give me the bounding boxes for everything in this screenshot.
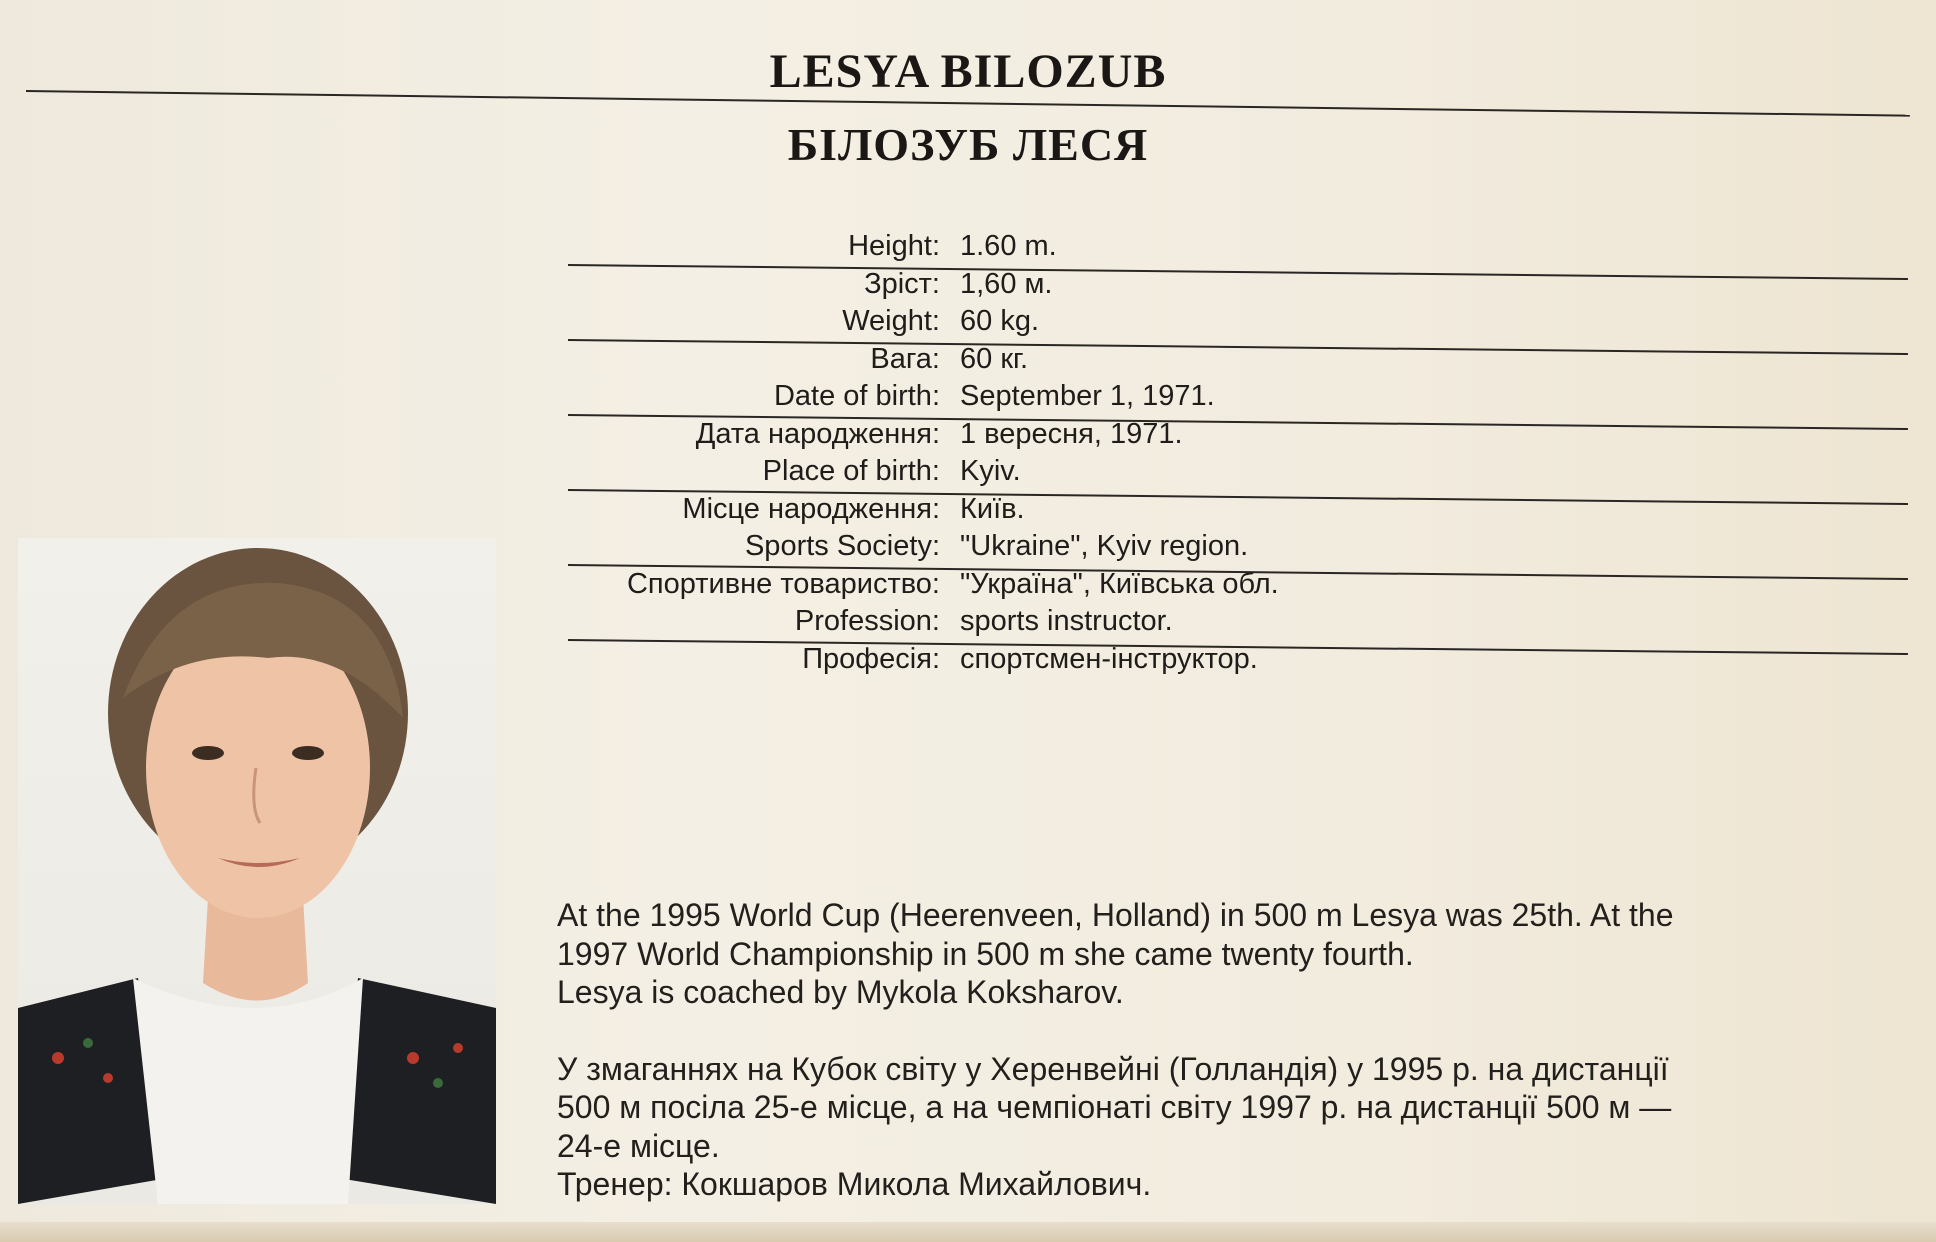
info-label: Profession: — [794, 605, 940, 637]
info-row-society-ua — [540, 566, 1910, 604]
bio-en-line: 1997 World Championship in 500 m she came twenty fourth. — [557, 935, 1414, 972]
info-label: Вага: — [870, 342, 940, 375]
info-row-weight-ua — [540, 341, 1910, 379]
biography — [557, 896, 1897, 1204]
bio-ua-line: У змаганнях на Кубок світу у Херенвейні (Голландія) у 1995 р. на дистанції — [557, 1050, 1669, 1087]
info-label: Зріст: — [864, 267, 940, 300]
athlete-name-en: LESYA BILOZUB — [769, 45, 1167, 98]
bio-en-line: At the 1995 World Cup (Heerenveen, Holland) in 500 m Lesya was 25th. At the — [557, 897, 1674, 933]
info-label: Date of birth: — [773, 380, 940, 412]
portrait-illustration — [18, 538, 496, 1204]
athlete-portrait-photo — [18, 538, 496, 1204]
athlete-name-ua: БІЛОЗУБ ЛЕСЯ — [787, 119, 1149, 170]
info-row-profession — [540, 603, 1910, 641]
info-value: September 1, 1971. — [960, 380, 1215, 412]
info-row-weight — [540, 303, 1910, 341]
info-value: "Україна", Київська обл. — [960, 567, 1279, 600]
info-row-height-ua — [540, 266, 1910, 304]
info-value: 1 вересня, 1971. — [960, 417, 1183, 450]
info-label: Місце народження: — [682, 492, 940, 525]
info-label: Weight: — [842, 305, 940, 337]
paragraph-gap — [557, 1012, 1897, 1050]
info-label: Place of birth: — [762, 455, 940, 487]
bio-ua-line: 24-е місце. — [557, 1127, 720, 1164]
info-label: Спортивне товариство: — [626, 567, 940, 600]
info-label: Професія: — [802, 642, 940, 675]
info-value: sports instructor. — [960, 605, 1173, 637]
bio-ua-line: Тренер: Кокшаров Микола Михайлович. — [557, 1166, 1152, 1202]
info-label: Sports Society: — [744, 530, 940, 562]
bio-ua-line: 500 м посіла 25-е місце, а на чемпіонаті світу 1997 р. на дистанції 500 м — — [557, 1089, 1672, 1125]
info-value: 60 kg. — [960, 305, 1039, 337]
info-row-society — [540, 528, 1910, 566]
info-row-birthdate-ua — [540, 416, 1910, 454]
info-value: 60 кг. — [960, 342, 1029, 375]
info-row-birthdate — [540, 378, 1910, 416]
info-label: Height: — [848, 230, 940, 262]
info-value: Kyiv. — [960, 455, 1021, 487]
info-row-birthplace-ua — [540, 491, 1910, 529]
info-value: 1,60 м. — [960, 267, 1053, 300]
page-bottom-edge — [0, 1222, 1936, 1242]
info-value: "Ukraine", Kyiv region. — [960, 530, 1249, 562]
info-value: спортсмен-інструктор. — [960, 642, 1258, 675]
info-row-height — [540, 228, 1910, 266]
info-row-profession-ua — [540, 641, 1910, 679]
info-label: Дата народження: — [695, 417, 940, 450]
info-value: 1.60 m. — [960, 230, 1057, 262]
athlete-info-table — [540, 228, 1910, 678]
info-row-birthplace — [540, 453, 1910, 491]
info-value: Київ. — [960, 492, 1025, 525]
bio-en-line: Lesya is coached by Mykola Koksharov. — [557, 974, 1124, 1010]
